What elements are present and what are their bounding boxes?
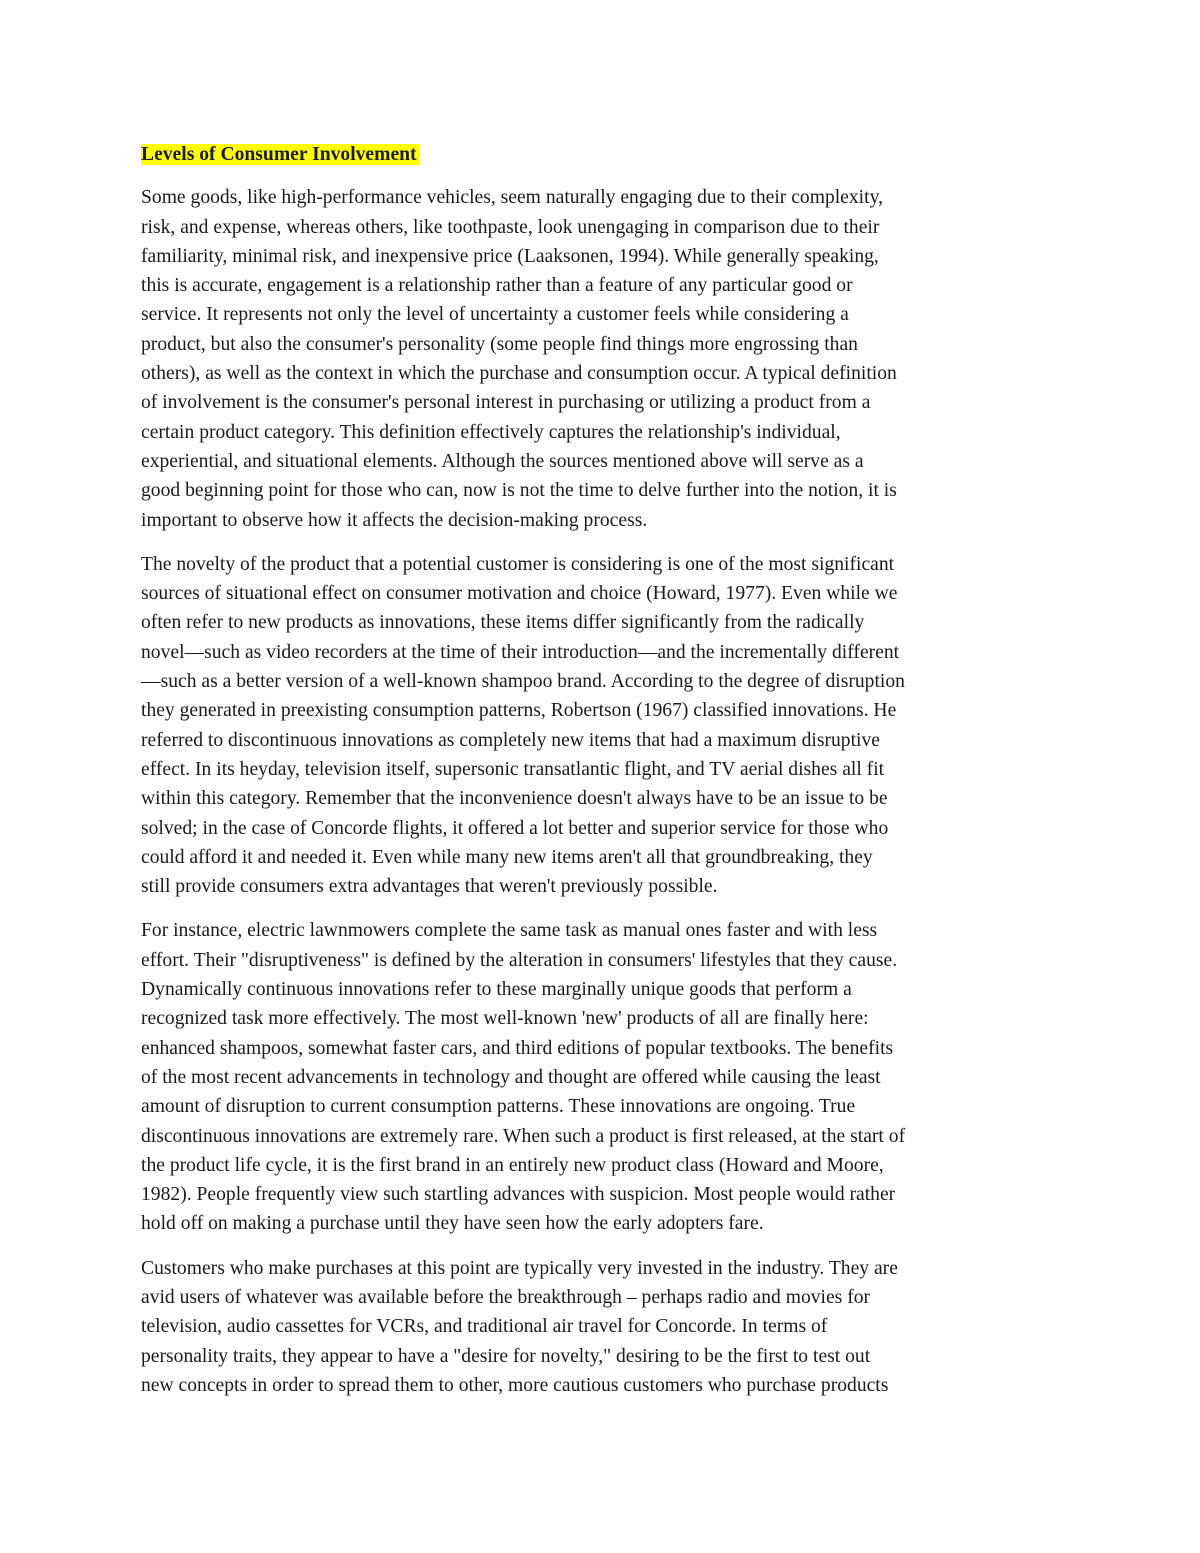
text-line: still provide consumers extra advantages that weren't previously possible. [141,876,718,898]
paragraph [141,183,1066,535]
text-line: Dynamically continuous innovations refer to these marginally unique goods that perform a [141,979,852,1001]
text-line: often refer to new products as innovations, these items differ significantly from the radically [141,612,865,634]
text-line: service. It represents not only the level of uncertainty a customer feels while considering a [141,304,849,326]
text-line: risk, and expense, whereas others, like toothpaste, look unengaging in comparison due to their [141,216,880,238]
text-line: avid users of whatever was available before the breakthrough – perhaps radio and movies for [141,1286,871,1308]
text-line: familiarity, minimal risk, and inexpensive price (Laaksonen, 1994). While generally speaking, [141,245,879,267]
text-line: effort. Their "disruptiveness" is defined by the alteration in consumers' lifestyles that they cause. [141,949,898,971]
text-line: others), as well as the context in which the purchase and consumption occur. A typical definition [141,363,897,385]
text-line: this is accurate, engagement is a relationship rather than a feature of any particular good or [141,275,853,297]
text-line: effect. In its heyday, television itself, supersonic transatlantic flight, and TV aerial dishes all fit [141,758,885,780]
text-line: experiential, and situational elements. Although the sources mentioned above will serve as a [141,450,864,472]
text-line: recognized task more effectively. The most well-known 'new' products of all are finally here: [141,1008,869,1030]
text-line: the product life cycle, it is the first brand in an entirely new product class (Howard and Moore, [141,1154,884,1176]
text-line: For instance, electric lawnmowers complete the same task as manual ones faster and with less [141,920,878,942]
text-line: Some goods, like high-performance vehicles, seem naturally engaging due to their complexity, [141,187,883,209]
text-line: Customers who make purchases at this point are typically very invested in the industry. They are [141,1257,898,1279]
document-page [141,140,1066,1415]
text-line: product, but also the consumer's personality (some people find things more engrossing than [141,333,858,355]
document-heading: Levels of Consumer Involvement [141,144,417,165]
text-line: —such as a better version of a well-known shampoo brand. According to the degree of disruption [141,671,905,693]
text-line: important to observe how it affects the decision-making process. [141,509,648,531]
text-line: they generated in preexisting consumption patterns, Robertson (1967) classified innovations. He [141,700,897,722]
text-line: enhanced shampoos, somewhat faster cars, and third editions of popular textbooks. The benefits [141,1037,894,1059]
text-line: 1982). People frequently view such startling advances with suspicion. Most people would rather [141,1184,896,1206]
text-line: new concepts in order to spread them to other, more cautious customers who purchase products [141,1374,889,1396]
text-line: sources of situational effect on consumer motivation and choice (Howard, 1977). Even while we [141,583,898,605]
paragraph [141,1254,1066,1400]
text-line: of involvement is the consumer's personal interest in purchasing or utilizing a product from a [141,392,871,414]
text-line: certain product category. This definition effectively captures the relationship's individual, [141,421,841,443]
text-line: within this category. Remember that the inconvenience doesn't always have to be an issue to be [141,788,888,810]
text-line: The novelty of the product that a potential customer is considering is one of the most significant [141,553,895,575]
text-line: hold off on making a purchase until they have seen how the early adopters fare. [141,1213,764,1235]
text-line: novel—such as video recorders at the time of their introduction—and the incrementally different [141,641,900,663]
text-line: could afford it and needed it. Even while many new items aren't all that groundbreaking, they [141,846,873,868]
text-line: personality traits, they appear to have a "desire for novelty," desiring to be the first to test out [141,1345,871,1367]
paragraph [141,550,1066,902]
paragraph [141,916,1066,1238]
text-line: good beginning point for those who can, now is not the time to delve further into the notion, it is [141,480,897,502]
text-line: of the most recent advancements in technology and thought are offered while causing the least [141,1066,881,1088]
document-body [141,183,1066,1400]
text-line: television, audio cassettes for VCRs, and traditional air travel for Concorde. In terms of [141,1316,828,1338]
text-line: discontinuous innovations are extremely rare. When such a product is first released, at the start of [141,1125,906,1147]
text-line: referred to discontinuous innovations as completely new items that had a maximum disruptive [141,729,880,751]
heading-line [141,140,1066,169]
text-line: amount of disruption to current consumption patterns. These innovations are ongoing. True [141,1096,856,1118]
text-line: solved; in the case of Concorde flights, it offered a lot better and superior service for those who [141,817,889,839]
